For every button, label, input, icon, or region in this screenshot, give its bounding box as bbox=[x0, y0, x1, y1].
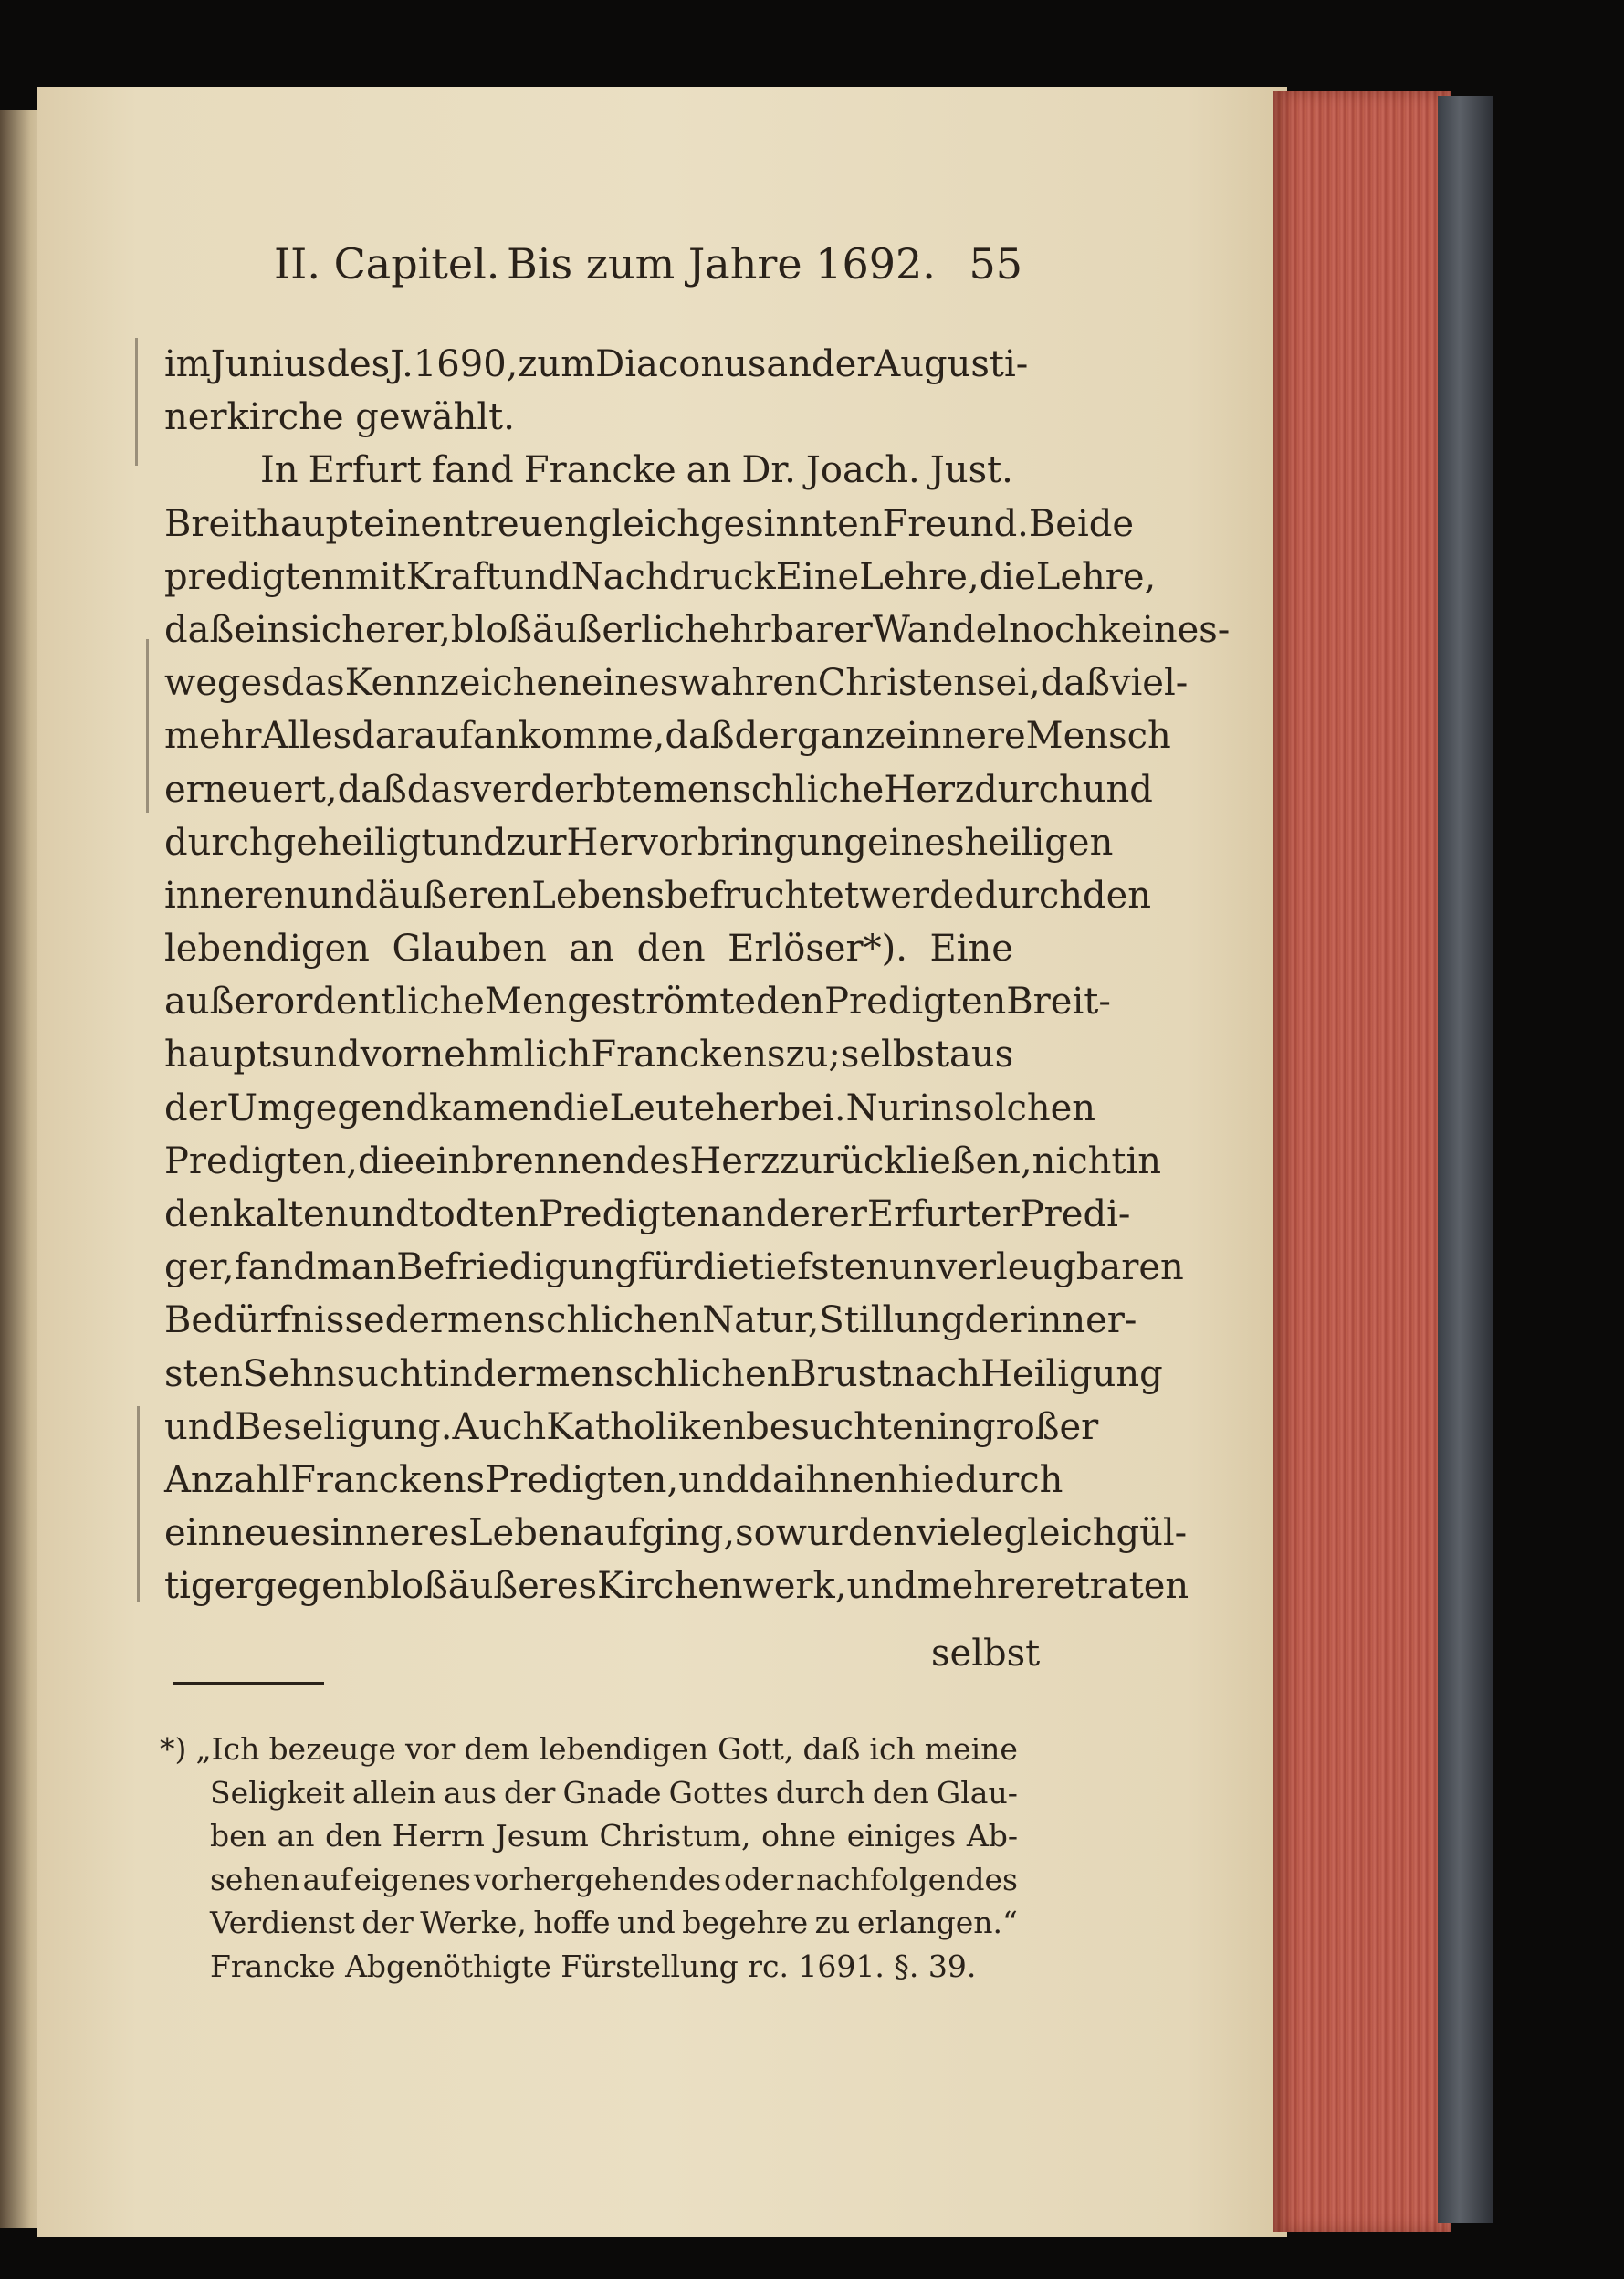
text-line: In Erfurt fand Francke an Dr. Joach. Just. bbox=[260, 449, 1013, 492]
text-line: nerkirche gewählt. bbox=[164, 396, 515, 439]
footnote-line: Francke Abgenöthigte Fürstellung rc. 1691. §. 39. bbox=[210, 1948, 977, 1984]
text-line: außerordentliche Menge strömte den Predigten Breit- bbox=[164, 981, 1111, 1024]
text-line: Bedürfnisse der menschlichen Natur, Stillung der inner- bbox=[164, 1299, 1137, 1342]
running-title: Bis zum Jahre 1692. bbox=[507, 239, 936, 289]
text-line: daß ein sicherer, bloß äußerlich ehrbarer Wandel noch keines- bbox=[164, 608, 1231, 651]
red-page-edges bbox=[1273, 91, 1451, 2232]
text-line: mehr Alles darauf ankomme, daß der ganze innere Mensch bbox=[164, 715, 1171, 758]
text-line: ein neues inneres Leben aufging, so wurden viele gleichgül- bbox=[164, 1512, 1188, 1555]
footnote-rule bbox=[173, 1682, 324, 1685]
margin-mark bbox=[146, 639, 149, 813]
text-line: tiger gegen bloß äußeres Kirchenwerk, und mehrere traten bbox=[164, 1565, 1189, 1608]
margin-mark bbox=[137, 1406, 140, 1602]
running-head bbox=[274, 239, 1022, 303]
text-line: weges das Kennzeichen eines wahren Christen sei, daß viel- bbox=[164, 662, 1189, 705]
footnote-line: ben an den Herrn Jesum Christum, ohne einiges Ab- bbox=[210, 1818, 1018, 1854]
margin-mark bbox=[135, 338, 138, 466]
footnote-line: sehen auf eigenes vorhergehendes oder nachfolgendes bbox=[210, 1861, 1018, 1897]
text-line: haupts und vornehmlich Franckens zu; selbst aus bbox=[164, 1034, 1014, 1076]
text-line: Predigten, die ein brennendes Herz zurückließen, nicht in bbox=[164, 1140, 1162, 1182]
footnote bbox=[160, 1728, 1018, 1988]
page-number: 55 bbox=[969, 239, 1022, 289]
text-line: inneren und äußeren Lebens befruchtet werde durch den bbox=[164, 874, 1152, 917]
body-text bbox=[164, 338, 1231, 1613]
book-cover-board bbox=[1438, 96, 1493, 2223]
chapter-label: II. Capitel. bbox=[274, 239, 500, 289]
text-line: der Umgegend kamen die Leute herbei. Nur in solchen bbox=[164, 1087, 1096, 1129]
text-line: und Beseligung. Auch Katholiken besuchten in großer bbox=[164, 1405, 1099, 1448]
catchword: selbst bbox=[931, 1633, 1041, 1675]
footnote-line: Seligkeit allein aus der Gnade Gottes durch den Glau- bbox=[210, 1774, 1018, 1811]
footnote-line: *) „Ich bezeuge vor dem lebendigen Gott, daß ich meine bbox=[160, 1731, 1018, 1767]
text-line: ger, fand man Befriedigung für die tiefsten unverleugbaren bbox=[164, 1246, 1184, 1289]
text-line: Anzahl Franckens Predigten, und da ihnen hiedurch bbox=[164, 1458, 1063, 1501]
text-line: sten Sehnsucht in der menschlichen Brust nach Heiligung bbox=[164, 1352, 1163, 1395]
text-line: im Junius des J. 1690, zum Diaconus an der Augusti- bbox=[164, 343, 1029, 385]
text-line: durch geheiligt und zur Hervorbringung eines heiligen bbox=[164, 821, 1114, 864]
text-line: predigten mit Kraft und Nachdruck Eine Lehre, die Lehre, bbox=[164, 555, 1157, 598]
text-line: Breithaupt einen treuen gleichgesinnten Freund. Beide bbox=[164, 502, 1135, 545]
text-line: lebendigen Glauben an den Erlöser*). Eine bbox=[164, 928, 1013, 971]
text-line: erneuert, daß das verderbte menschliche Herz durch und bbox=[164, 768, 1153, 811]
footnote-line: Verdienst der Werke, hoffe und begehre zu erlangen.“ bbox=[210, 1905, 1018, 1940]
text-line: den kalten und todten Predigten anderer Erfurter Predi- bbox=[164, 1193, 1131, 1235]
